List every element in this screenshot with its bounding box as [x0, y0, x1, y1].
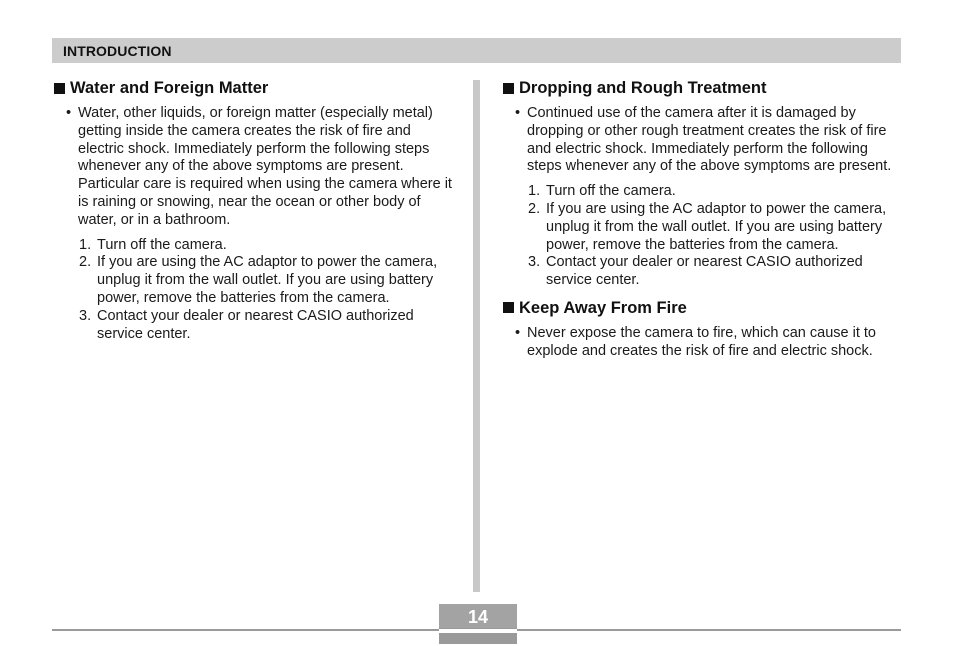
step-number: 2.	[528, 200, 541, 217]
step-item	[54, 308, 459, 344]
bullet-text: Continued use of the camera after it is damaged by dropping or other rough treatment creates the risk of fire and electric shock. Immediately perform the following steps whenever any of the above symptoms are present.	[527, 105, 892, 175]
steps-list	[503, 183, 898, 290]
step-item	[503, 254, 898, 290]
bullet-dot: •	[515, 105, 521, 121]
step-text: Contact your dealer or nearest CASIO authorized service center.	[546, 254, 863, 289]
bullet-text: Never expose the camera to fire, which can cause it to explode and creates the risk of fire and electric shock.	[527, 324, 876, 359]
step-number: 2.	[79, 254, 92, 271]
step-number: 3.	[79, 307, 92, 324]
bullet-paragraph	[54, 105, 459, 230]
heading-text: Dropping and Rough Treatment	[519, 79, 767, 97]
bullet-dot: •	[66, 105, 72, 121]
section-title: INTRODUCTION	[63, 43, 172, 59]
steps-list	[54, 237, 459, 344]
heading-text: Water and Foreign Matter	[70, 79, 269, 97]
column-divider	[473, 80, 480, 592]
step-item	[54, 237, 459, 255]
section-header-bar	[52, 38, 901, 63]
step-item	[503, 201, 898, 254]
square-bullet-icon	[54, 83, 65, 94]
step-item	[54, 254, 459, 307]
page-number-gap	[439, 629, 517, 633]
step-text: Turn off the camera.	[546, 183, 676, 200]
bullet-dot: •	[515, 324, 521, 341]
square-bullet-icon	[503, 302, 514, 313]
step-text: If you are using the AC adaptor to power the camera, unplug it from the wall outlet. If you are using battery power, remove the batteries from the camera.	[546, 200, 887, 253]
right-column	[503, 78, 898, 361]
keep-away-from-fire-heading	[503, 298, 898, 318]
step-item	[503, 183, 898, 201]
water-foreign-matter-heading	[54, 78, 459, 98]
step-number: 1.	[79, 236, 92, 253]
bullet-paragraph	[503, 325, 898, 361]
step-number: 3.	[528, 254, 541, 271]
page-number: 14	[439, 604, 517, 628]
step-number: 1.	[528, 183, 541, 200]
square-bullet-icon	[503, 83, 514, 94]
dropping-rough-treatment-heading	[503, 78, 898, 98]
step-text: If you are using the AC adaptor to power the camera, unplug it from the wall outlet. If you are using battery power, remove the batteries from the camera.	[97, 254, 438, 306]
step-text: Contact your dealer or nearest CASIO authorized service center.	[97, 307, 414, 342]
bullet-text: Water, other liquids, or foreign matter (especially metal) getting inside the camera creates the risk of fire and electric shock. Immediately perform the following steps whenever any of the above symptoms are present. Particular care is required when using the camera where it is raining or snowing, near the ocean or other body of water, or in a bathroom.	[78, 105, 452, 228]
heading-text: Keep Away From Fire	[519, 298, 687, 317]
left-column	[54, 78, 459, 343]
page-number-box	[439, 604, 517, 644]
step-text: Turn off the camera.	[97, 236, 227, 253]
bullet-paragraph	[503, 105, 898, 176]
keep-away-fire-section	[503, 298, 898, 361]
